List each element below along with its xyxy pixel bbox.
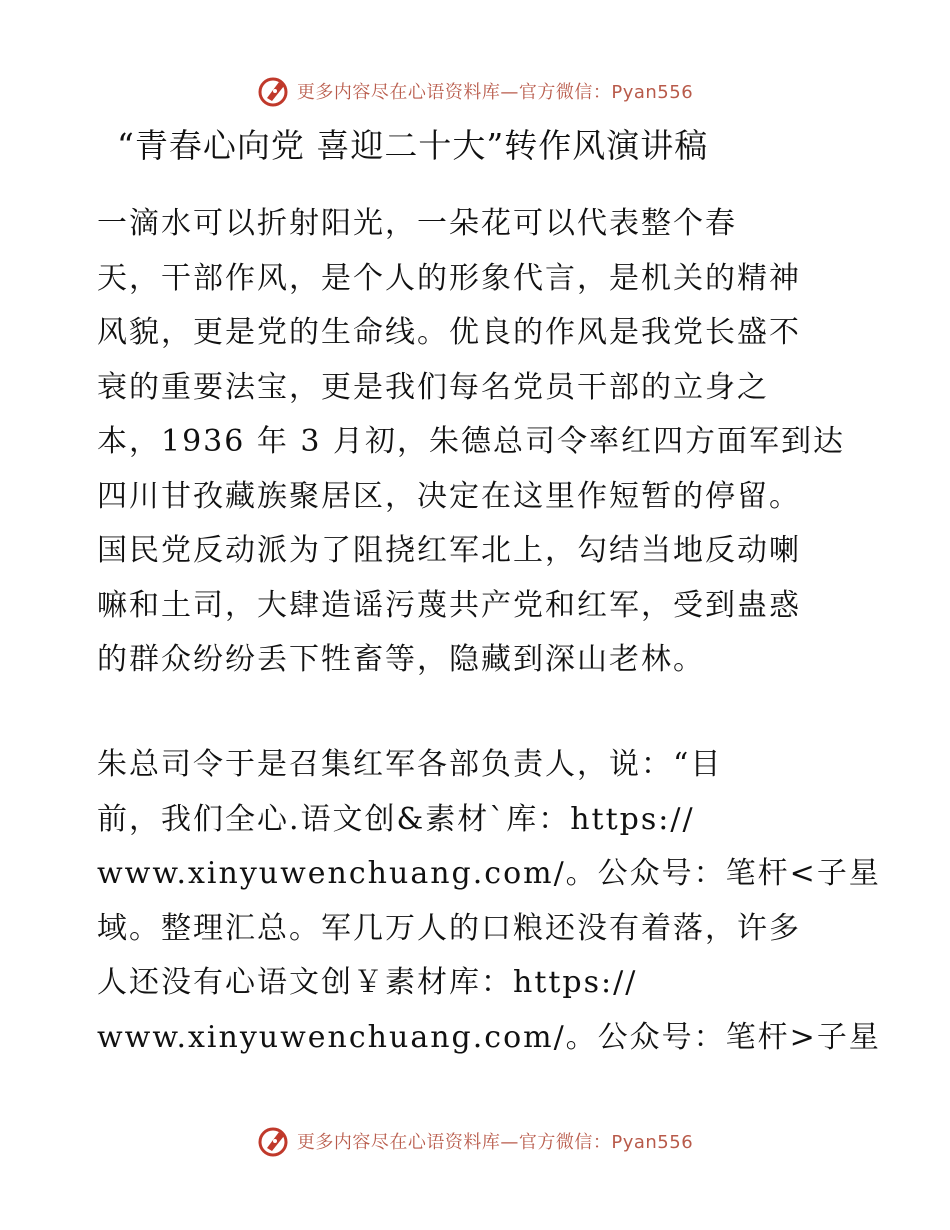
- header-watermark-banner: [0, 71, 950, 111]
- paragraph-line: 域。整理汇总。军几万人的口粮还没有着落，许多: [97, 910, 801, 946]
- paragraph-line: www.xinyuwenchuang.com/。公众号：笔杆<子星: [97, 856, 881, 891]
- pen-nib-logo-icon: [257, 1124, 291, 1158]
- paragraph-line: 的群众纷纷丢下牲畜等，隐藏到深山老林。: [97, 642, 705, 677]
- paragraph-line: 前，我们全心.语文创&素材`库：https://: [97, 801, 695, 837]
- paragraph-2: [97, 738, 881, 1065]
- paragraph-1: [97, 197, 857, 688]
- paragraph-line: 国民党反动派为了阻挠红军北上，勾结当地反动喇: [97, 533, 801, 568]
- document-title: “青春心向党 喜迎二十大”转作风演讲稿: [117, 126, 709, 165]
- pen-nib-logo-icon: [257, 74, 291, 108]
- paragraph-line: 四川甘孜藏族聚居区，决定在这里作短暂的停留。: [97, 478, 801, 514]
- paragraph-line: 本，1936 年 3 月初，朱德总司令率红四方面军到达: [97, 424, 846, 459]
- footer-watermark-banner: [0, 1121, 950, 1161]
- paragraph-line: 天，干部作风，是个人的形象代言，是机关的精神: [97, 260, 801, 296]
- paragraph-line: 人还没有心语文创￥素材库：https://: [97, 965, 638, 1000]
- paragraph-line: www.xinyuwenchuang.com/。公众号：笔杆>子星: [97, 1019, 881, 1055]
- paragraph-line: 朱总司令于是召集红军各部负责人，说：“目: [97, 747, 723, 782]
- footer-watermark-text: 更多内容尽在心语资料库—官方微信：Pyan556: [296, 1132, 694, 1153]
- paragraph-line: 一滴水可以折射阳光，一朵花可以代表整个春: [97, 206, 737, 241]
- header-watermark-text: 更多内容尽在心语资料库—官方微信：Pyan556: [296, 82, 694, 103]
- paragraph-line: 嘛和土司，大肆造谣污蔑共产党和红军，受到蛊惑: [97, 587, 801, 623]
- paragraph-line: 风貌，更是党的生命线。优良的作风是我党长盛不: [97, 315, 801, 350]
- paragraph-line: 衰的重要法宝，更是我们每名党员干部的立身之: [97, 369, 769, 405]
